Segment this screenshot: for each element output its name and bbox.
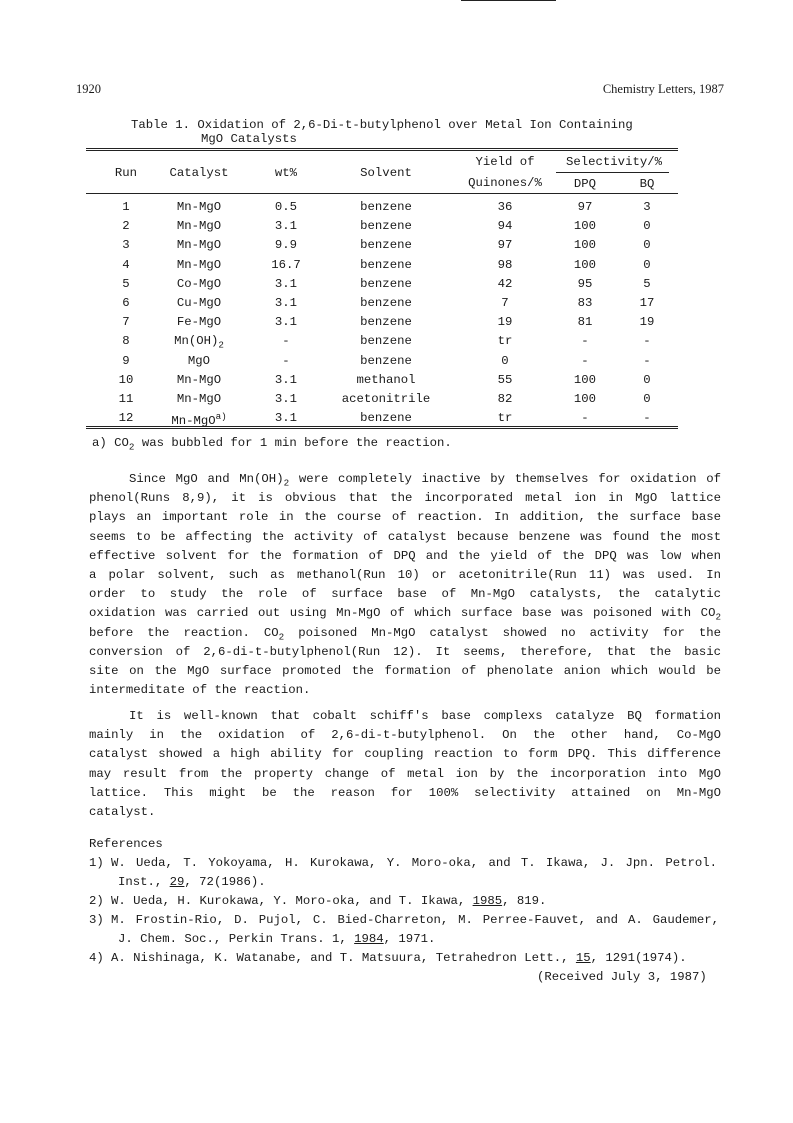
cell-yield: 94 (497, 219, 513, 234)
cell-solvent: methanol (356, 372, 416, 387)
cell-catalyst: Cu-MgO (176, 296, 222, 310)
cell-catalyst: Mn-MgO$^{a)}$ (171, 411, 227, 429)
ref-1-line1: W. Ueda, T. Yokoyama, H. Kurokawa, Y. Moro-oka, and T. Ikawa, J. Jpn. Petrol. (111, 856, 717, 870)
cell-wt: 0.5 (274, 200, 298, 214)
cell-run: 12 (118, 411, 134, 426)
cell-bq: 17 (639, 296, 655, 310)
cell-bq: 0 (643, 219, 651, 234)
selectivity-rule (556, 172, 669, 173)
text-line: effective solvent for the formation of DPQ and the yield of the DPQ was low when (89, 548, 721, 563)
cell-catalyst: Mn-MgO (176, 200, 222, 214)
cell-run: 9 (122, 353, 130, 368)
cell-dpq: - (581, 411, 589, 426)
text-line: Since MgO and $Mn(OH)_2$ were completely inactive by themselves for oxidation of (129, 472, 721, 489)
cell-solvent: acetonitrile (341, 392, 431, 406)
cell-yield: 82 (497, 392, 513, 406)
header-selectivity: Selectivity/% (566, 155, 662, 169)
text-line: plays an important role in the course of reaction. In addition, the surface base (89, 510, 721, 525)
cell-wt: 9.9 (274, 238, 298, 253)
cell-bq: - (643, 411, 651, 426)
text-line: seems to be affecting the activity of catalyst because benzene was found the most (89, 529, 721, 544)
cell-run: 8 (122, 334, 130, 349)
header-yield-top: Yield of (475, 155, 535, 169)
references-heading: References (89, 837, 163, 851)
table-caption-line2: MgO Catalysts (201, 132, 297, 146)
cell-dpq: 97 (577, 200, 593, 214)
text-line: catalyst. (89, 805, 156, 819)
cell-dpq: 100 (573, 238, 597, 253)
cell-bq: - (643, 353, 651, 368)
ref-4-line1: A. Nishinaga, K. Watanabe, and T. Matsuura, Tetrahedron Lett., 15, 1291(1974). (111, 951, 687, 965)
text-line: intermeditate of the reaction. (89, 683, 311, 698)
cell-catalyst: Mn-MgO (176, 392, 222, 406)
journal-title: Chemistry Letters, 1987 (602, 82, 724, 96)
ref-3-line2: J. Chem. Soc., Perkin Trans. 1, 1984, 1971. (118, 932, 436, 946)
cell-wt: 16.7 (271, 257, 301, 272)
cell-catalyst: Mn-MgO (176, 257, 222, 272)
cell-dpq: 81 (577, 315, 593, 330)
cell-bq: - (643, 334, 651, 349)
cell-dpq: 100 (573, 219, 597, 234)
text-line: may result from the property change of metal ion by the incorporation into MgO (89, 766, 721, 781)
text-line: conversion of 2,6-di-t-butylphenol(Run 12). It seems, therefore, that the basic (89, 644, 721, 659)
ref-3-num: 3) (89, 913, 104, 927)
cell-run: 3 (122, 238, 130, 253)
cell-catalyst: Co-MgO (176, 276, 222, 291)
cell-yield: 98 (497, 257, 513, 272)
cell-dpq: - (581, 334, 589, 349)
cell-wt: 3.1 (274, 219, 298, 234)
cell-yield: 42 (497, 276, 513, 291)
ref-4-num: 4) (89, 951, 104, 965)
cell-dpq: - (581, 353, 589, 368)
table-top-rule (86, 148, 678, 151)
text-line: mainly in the oxidation of 2,6-di-t-butylphenol. On the other hand, Co-MgO (89, 728, 721, 743)
cell-wt: 3.1 (274, 296, 298, 310)
cell-dpq: 100 (573, 257, 597, 272)
cell-solvent: benzene (360, 296, 412, 310)
cell-solvent: benzene (360, 334, 412, 349)
cell-catalyst: Mn-MgO (176, 238, 222, 253)
header-yield-bottom: Quinones/% (468, 176, 542, 190)
cell-yield: 0 (501, 353, 509, 368)
cell-solvent: benzene (360, 257, 412, 272)
cell-bq: 0 (643, 257, 651, 272)
cell-yield: tr (497, 334, 513, 349)
cell-solvent: benzene (360, 238, 412, 253)
cell-bq: 0 (643, 372, 651, 387)
cell-run: 4 (122, 257, 130, 272)
cell-wt: 3.1 (274, 411, 298, 426)
cell-wt: 3.1 (274, 372, 298, 387)
cell-bq: 5 (643, 276, 651, 291)
cell-solvent: benzene (360, 276, 412, 291)
cell-bq: 3 (643, 200, 651, 214)
cell-run: 10 (118, 372, 134, 387)
cell-yield: 36 (497, 200, 513, 214)
cell-yield: 19 (497, 315, 513, 330)
ref-1-line2: Inst., 29, 72(1986). (118, 875, 266, 889)
cell-bq: 19 (639, 315, 655, 330)
table-footnote: a) $CO_2$ was bubbled for 1 min before the reaction. (92, 436, 452, 453)
header-dpq: DPQ (573, 177, 597, 191)
cell-wt: - (282, 334, 290, 349)
cell-run: 2 (122, 219, 130, 234)
cell-wt: 3.1 (274, 276, 298, 291)
received-date: (Received July 3, 1987) (537, 970, 707, 984)
text-line: phenol(Runs 8,9), it is obvious that the incorporated metal ion in MgO lattice (89, 491, 721, 506)
cell-bq: 0 (643, 238, 651, 253)
cell-dpq: 100 (573, 372, 597, 387)
cell-bq: 0 (643, 392, 651, 406)
cell-catalyst: MgO (187, 353, 211, 368)
header-bq: BQ (639, 177, 655, 191)
cell-run: 5 (122, 276, 130, 291)
ref-3-line1: M. Frostin-Rio, D. Pujol, C. Bied-Charreton, M. Perree-Fauvet, and A. Gaudemer, (111, 913, 719, 927)
header-solvent: Solvent (360, 166, 412, 180)
text-line: site on the MgO surface promoted the formation of phenolate anion which would be (89, 664, 721, 678)
cell-wt: - (282, 353, 290, 368)
ref-2-line1: W. Ueda, H. Kurokawa, Y. Moro-oka, and T. Ikawa, 1985, 819. (111, 894, 547, 908)
text-line: before the reaction. $CO_2$ poisoned Mn-MgO catalyst showed no activity for the (89, 625, 721, 643)
cell-run: 7 (122, 315, 130, 330)
cell-catalyst: Mn-MgO (176, 219, 222, 234)
cell-solvent: benzene (360, 200, 412, 214)
cell-catalyst: $Mn(OH)_2$ (174, 334, 224, 351)
text-line: order to study the role of surface base of Mn-MgO catalysts, the catalytic (89, 587, 721, 602)
header-run: Run (114, 166, 138, 180)
cell-wt: 3.1 (274, 392, 298, 406)
cell-yield: tr (497, 411, 513, 426)
text-line: oxidation was carried out using Mn-MgO of which surface base was poisoned with $CO_2$ (89, 606, 721, 623)
cell-catalyst: Mn-MgO (176, 372, 222, 387)
table-caption-line1: Table 1. Oxidation of 2,6-Di-t-butylphenol over Metal Ion Containing (131, 118, 633, 132)
cell-solvent: benzene (360, 219, 412, 234)
ref-1-num: 1) (89, 856, 104, 870)
cell-run: 6 (122, 296, 130, 310)
header-wt: wt% (274, 166, 298, 180)
text-line: It is well-known that cobalt schiff's base complexs catalyze BQ formation (129, 709, 721, 723)
cell-dpq: 95 (577, 276, 593, 291)
cell-dpq: 100 (573, 392, 597, 406)
cell-run: 1 (122, 200, 130, 214)
text-line: lattice. This might be the reason for 100% selectivity attained on Mn-MgO (89, 785, 721, 800)
cell-yield: 97 (497, 238, 513, 253)
cell-yield: 7 (501, 296, 509, 310)
cell-solvent: benzene (360, 411, 412, 426)
cell-solvent: benzene (360, 315, 412, 330)
cell-solvent: benzene (360, 353, 412, 368)
cell-run: 11 (118, 392, 134, 406)
cell-wt: 3.1 (274, 315, 298, 330)
cell-yield: 55 (497, 372, 513, 387)
text-line: a polar solvent, such as methanol(Run 10) or acetonitrile(Run 11) was used. In (89, 568, 721, 582)
cell-dpq: 83 (577, 296, 593, 310)
cell-catalyst: Fe-MgO (176, 315, 222, 330)
text-line: catalyst showed a high ability for coupling reaction to form DPQ. This difference (89, 747, 721, 762)
page-number: 1920 (76, 82, 101, 96)
header-bottom-rule (86, 193, 678, 194)
ref-2-num: 2) (89, 894, 104, 908)
header-catalyst: Catalyst (169, 166, 229, 180)
